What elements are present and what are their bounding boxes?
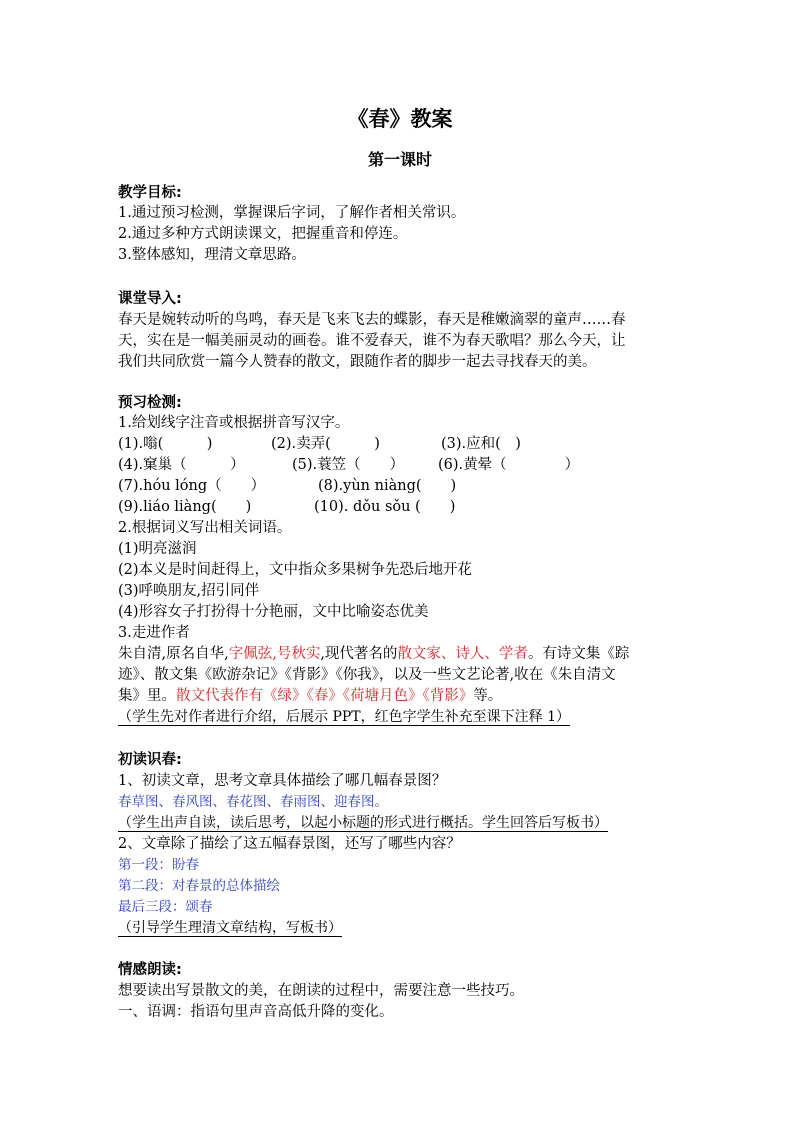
author-text: 集》里。 xyxy=(118,688,176,704)
pinyin-item: (2).卖弄( ) xyxy=(271,436,380,452)
author-text: 朱自清,原名自华, xyxy=(118,646,229,662)
preview-q2: 2.根据词义写出相关词语。 xyxy=(118,520,292,536)
pinyin-item: (4).窠巢（ ） xyxy=(118,457,245,473)
author-line: 迹》、散文集《欧游杂记》《背影》《你我》，以及一些文艺论著,收在《朱自清文 xyxy=(118,667,616,683)
reading-text: 想要读出写景散文的美，在朗读的过程中，需要注意一些技巧。 xyxy=(118,983,524,999)
word-item: (1)明亮滋润 xyxy=(118,541,197,557)
firstread-q2: 2、文章除了描绘了这五幅春景图，还写了哪些内容？ xyxy=(118,836,461,852)
pinyin-item: (7).hóu lóng（ ） xyxy=(118,478,266,494)
preview-row xyxy=(118,455,579,475)
word-item: (4)形容女子打扮得十分艳丽，文中比喻姿态优美 xyxy=(118,604,429,620)
author-text: ,现代著名的 xyxy=(320,646,398,662)
author-line xyxy=(118,644,629,664)
page-title: 《春》教案 xyxy=(347,107,453,131)
pinyin-item: (8).yùn niàng( ) xyxy=(318,478,457,494)
author-highlight: 字佩弦,号秋实 xyxy=(228,646,321,662)
pinyin-item: (5).蓑笠（ ） xyxy=(292,457,405,473)
goals-heading: 教学目标: xyxy=(118,185,182,201)
firstread-answer: 春草图、春风图、春花图、春雨图、迎春图。 xyxy=(118,794,388,810)
pinyin-item: (3).应和( ) xyxy=(441,436,521,452)
author-text: 等。 xyxy=(473,688,503,704)
pinyin-item: (1).嗡( ) xyxy=(118,436,213,452)
preview-q1: 1.给划线字注音或根据拼音写汉字。 xyxy=(118,415,350,431)
teacher-note: （引导学生理清文章结构，写板书） xyxy=(118,920,342,936)
goal-item: 2.通过多种方式朗读课文，把握重音和停连。 xyxy=(118,226,408,242)
goal-item: 1.通过预习检测，掌握课后字词，了解作者相关常识。 xyxy=(118,205,466,221)
pinyin-item: (9).liáo liàng( ) xyxy=(118,499,252,515)
preview-row xyxy=(118,476,456,496)
lesson-subtitle: 第一课时 xyxy=(367,150,432,169)
reading-text: 一、语调：指语句里声音高低升降的变化。 xyxy=(118,1004,394,1020)
author-line xyxy=(118,686,502,706)
goal-item: 3.整体感知，理清文章思路。 xyxy=(118,247,306,263)
word-item: (3)呼唤朋友,招引同伴 xyxy=(118,583,260,599)
author-text: 。有诗文集《踪 xyxy=(527,646,630,662)
teacher-note: （学生出声自读，读后思考，以起小标题的形式进行概括。学生回答后写板书） xyxy=(118,815,608,831)
word-item: (2)本义是时间赶得上，文中指众多果树争先恐后地开花 xyxy=(118,562,473,578)
intro-heading: 课堂导入: xyxy=(118,291,182,307)
preview-row xyxy=(118,497,455,517)
firstread-q1: 1、初读文章，思考文章具体描绘了哪几幅春景图？ xyxy=(118,773,447,789)
intro-line: 春天是婉转动听的鸟鸣，春天是飞来飞去的蝶影，春天是稚嫩滴翠的童声……春 xyxy=(118,312,626,328)
author-highlight: 散文家、诗人、学者 xyxy=(397,646,528,662)
preview-row xyxy=(118,434,521,454)
intro-line: 天，实在是一幅美丽灵动的画卷。谁不爱春天，谁不为春天歌唱？那么今天，让 xyxy=(118,333,626,349)
intro-line: 我们共同欣赏一篇今人赞春的散文，跟随作者的脚步一起去寻找春天的美。 xyxy=(118,354,597,370)
firstread-answer: 第二段：对春景的总体描绘 xyxy=(118,878,280,894)
pinyin-item: (6).黄晕（ ） xyxy=(438,457,580,473)
firstread-heading: 初读识春: xyxy=(118,752,182,768)
firstread-answer: 最后三段：颂春 xyxy=(118,899,213,915)
reading-heading: 情感朗读: xyxy=(118,962,182,978)
preview-q3: 3.走进作者 xyxy=(118,625,190,641)
firstread-answer: 第一段：盼春 xyxy=(118,857,199,873)
author-highlight: 散文代表作有《绿》《春》《荷塘月色》《背影》 xyxy=(176,688,474,704)
teacher-note: （学生先对作者进行介绍，后展示 PPT，红色字学生补充至课下注释 1） xyxy=(118,709,570,725)
pinyin-item: (10). dǒu sǒu ( ) xyxy=(314,499,456,515)
preview-heading: 预习检测: xyxy=(118,395,182,411)
